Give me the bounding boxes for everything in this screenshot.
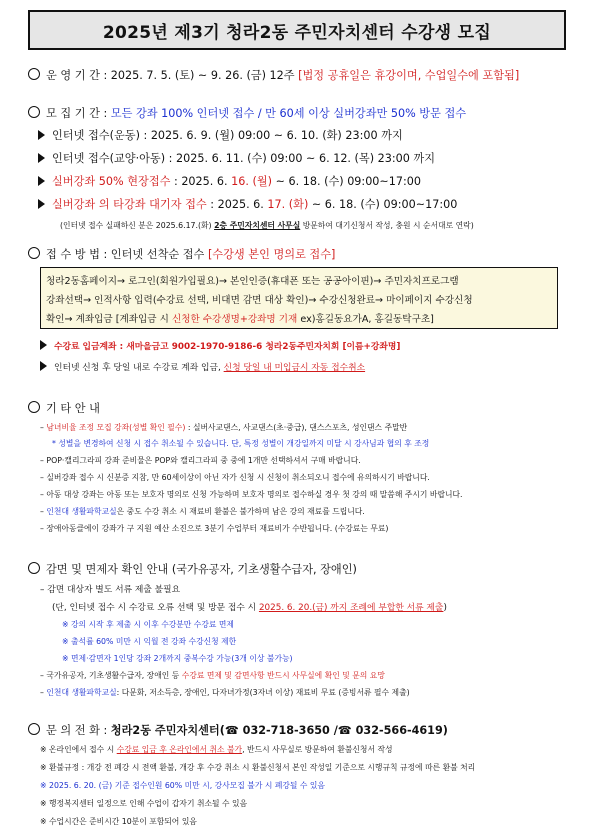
circle-bullet-icon: [28, 562, 40, 574]
etc-line-3: – POP·캘리그라피 강좌 준비물은 POP와 캘리그라피 중 중에 1개만 선택하셔서 구매 바랍니다.: [40, 456, 361, 465]
circle-bullet-icon: [28, 401, 40, 413]
contact-note-4: ※ 행정복지센터 일정으로 인해 수업이 갑자기 취소될 수 있음: [40, 799, 248, 808]
steps-line-3: 확인→ 계좌입금 [계좌입금 시 신청한 수강생명+강좌명 기재 ex)홍길동요가A, 홍길동탁구초]: [46, 314, 434, 325]
recruit-line: [28, 105, 466, 121]
recruit-item-1: 인터넷 접수(운동) : 2025. 6. 9. (월) 09:00 ~ 6. 10. (화) 23:00 까지: [38, 127, 403, 143]
payment-account: 수강료 입금계좌 : 새마을금고 9002-1970-9186-6 청라2동주민자치회 [이름+강좌명]: [40, 339, 400, 352]
etc-heading: 기 타 안 내: [28, 400, 100, 416]
discount-note-1: ※ 강의 시작 후 제출 시 이후 수강분만 수강료 면제: [62, 620, 234, 629]
contact-note-2: ※ 환불규정 : 개강 전 폐강 시 전액 환불, 개강 후 수강 취소 시 환불신청서 본인 작성일 기준으로 시행규칙 규정에 따른 환불 처리: [40, 763, 476, 772]
contact-note-3: ※ 2025. 6. 20. (금) 기준 접수인원 60% 미만 시, 강사모집 불가 시 폐강될 수 있음: [40, 781, 325, 790]
circle-bullet-icon: [28, 68, 40, 80]
circle-bullet-icon: [28, 106, 40, 118]
triangle-bullet-icon: [40, 361, 47, 371]
method-line: [28, 246, 335, 262]
etc-line-6: – 인천대 생활파학교실은 중도 수강 취소 시 재료비 환불은 불가하며 남은 강의 재료를 드립니다.: [40, 507, 365, 516]
steps-line-1: 청라2동홈페이지→ 로그인(회원가입필요)→ 본인인증(휴대폰 또는 공공아이핀)→ 주민자치프로그램: [46, 276, 459, 287]
payment-deadline: 인터넷 신청 후 당일 내로 수강료 계좌 입금, 신청 당일 내 미입금시 자동 접수취소: [40, 360, 365, 373]
period-value: 2025. 7. 5. (토) ~ 9. 26. (금) 12주: [110, 69, 295, 82]
triangle-bullet-icon: [40, 340, 47, 350]
contact-value: 청라2동 주민자치센터(☎ 032-718-3650 /☎ 032-566-4619): [110, 724, 448, 737]
method-label: 접 수 방 법 :: [46, 248, 108, 261]
period-label: 운 영 기 간 :: [46, 69, 108, 82]
application-steps-box: [40, 267, 558, 329]
method-value: 인터넷 선착순 접수: [110, 248, 205, 261]
discount-line-4: – 인천대 생활파학교실: 다문화, 저소득층, 장애인, 다자녀가정(3자녀 이상) 재료비 무료 (증빙서류 필수 제출): [40, 688, 410, 697]
page-title: 2025년 제3기 청라2동 주민자치센터 수강생 모집: [28, 10, 566, 50]
etc-line-1: – 남녀비율 조정 모집 강좌(성별 확인 필수) : 실버사교댄스, 사교댄스(초·중급), 댄스스포츠, 성인댄스 주말반: [40, 423, 408, 432]
discount-note-3: ※ 면제·감면자 1인당 강좌 2개까지 중복수강 가능(3개 이상 불가능): [62, 654, 293, 663]
steps-line-2: 강좌선택→ 인적사항 입력(수강료 선택, 비대면 감면 대상 확인)→ 수강신청완료→ 마이페이지 수강신청: [46, 295, 473, 306]
method-note: [수강생 본인 명의로 접수]: [207, 248, 336, 261]
contact-label: 문 의 전 화 :: [46, 724, 108, 737]
circle-bullet-icon: [28, 247, 40, 259]
discount-line-1: – 감면 대상자 별도 서류 제출 불필요: [40, 585, 181, 595]
recruit-label: 모 집 기 간 :: [46, 107, 108, 120]
recruit-item-2: 인터넷 접수(교양·아동) : 2025. 6. 11. (수) 09:00 ~ 6. 12. (목) 23:00 까지: [38, 150, 435, 166]
triangle-bullet-icon: [38, 153, 45, 163]
period-note: [법정 공휴일은 휴강이며, 수업일수에 포함됨]: [298, 69, 520, 82]
etc-line-7: – 장애아동클에이 강좌가 구 지원 예산 소진으로 3분기 수업부터 재료비가 수반됩니다. (수강료는 무료): [40, 524, 389, 533]
discount-line-3: – 국가유공자, 기초생활수급자, 장애인 등 수강료 면제 및 감면사항 반드시 사무실에 확인 및 문의 요망: [40, 671, 385, 680]
triangle-bullet-icon: [38, 130, 45, 140]
recruit-footnote: (인터넷 접수 실패하신 분은 2025.6.17.(화) 2층 주민자치센터 사무실 방문하여 대기신청서 작성, 충원 시 순서대로 연락): [60, 221, 474, 230]
discount-line-2: (단, 인터넷 접수 시 수강료 오류 선택 및 방문 접수 시 2025. 6. 20.(금) 까지 조례에 부합한 서류 제출): [52, 603, 447, 613]
contact-line: [28, 722, 448, 738]
etc-line-4: – 실버강좌 접수 시 신분증 지참, 만 60세이상이 아닌 자가 신청 시 신청이 취소되오니 접수에 유의하시기 바랍니다.: [40, 473, 430, 482]
triangle-bullet-icon: [38, 176, 45, 186]
circle-bullet-icon: [28, 723, 40, 735]
etc-line-5: – 아동 대상 강좌는 아동 또는 보호자 명의로 신청 가능하며 보호자 명의로 접수하실 경우 첫 강의 때 말씀해 주시기 바랍니다.: [40, 490, 463, 499]
recruit-item-4: 실버강좌 의 타강좌 대기자 접수 : 2025. 6. 17. (화) ~ 6. 18. (수) 09:00~17:00: [38, 196, 457, 212]
contact-note-1: ※ 온라인에서 접수 시 수강료 입금 후 온라인에서 취소 불가, 반드시 사무실로 방문하여 환불신청서 작성: [40, 745, 393, 754]
period-line: [28, 67, 519, 83]
discount-note-2: ※ 출석률 60% 미만 시 익월 전 강좌 수강신청 제한: [62, 637, 237, 646]
etc-line-2: * 성별을 변경하여 신청 시 접수 취소될 수 있습니다. 단, 특정 성별이 개강일까지 미달 시 강사님과 협의 후 조정: [52, 439, 430, 448]
discount-heading: 감면 및 면제자 확인 안내 (국가유공자, 기초생활수급자, 장애인): [28, 561, 357, 577]
recruit-value: 모든 강좌 100% 인터넷 접수 / 만 60세 이상 실버강좌만 50% 방문 접수: [110, 107, 467, 120]
recruit-item-3: 실버강좌 50% 현장접수 : 2025. 6. 16. (월) ~ 6. 18. (수) 09:00~17:00: [38, 173, 421, 189]
triangle-bullet-icon: [38, 199, 45, 209]
contact-note-5: ※ 수업시간은 준비시간 10분이 포함되어 있음: [40, 817, 197, 826]
